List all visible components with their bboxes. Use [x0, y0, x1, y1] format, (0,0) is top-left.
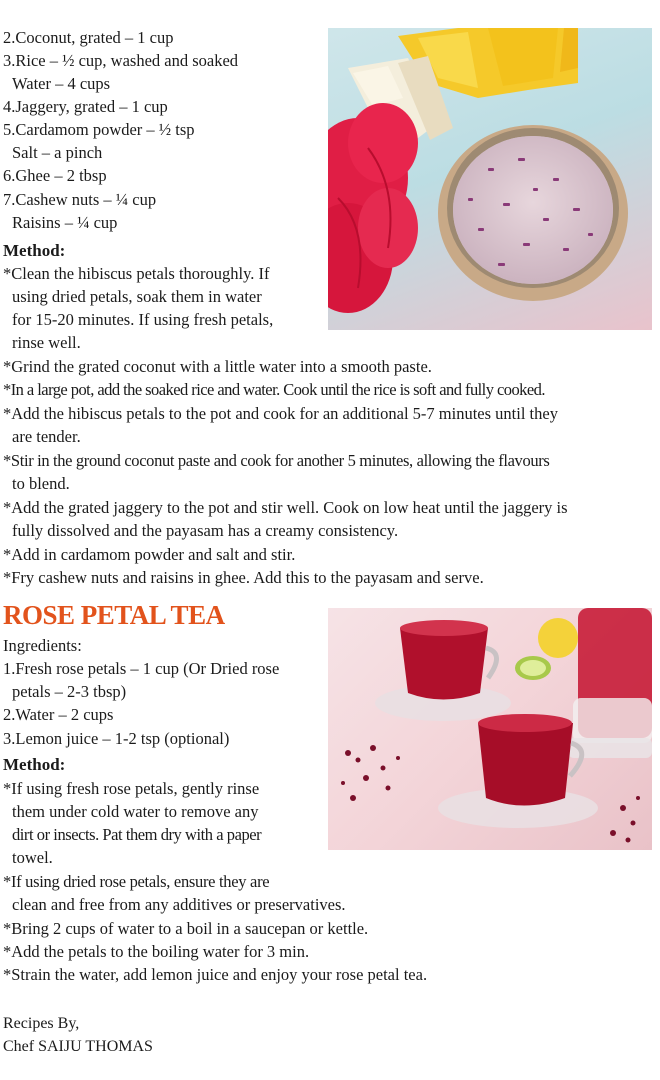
payasam-method-line: for 15-20 minutes. If using fresh petals, [12, 310, 274, 329]
payasam-ingredient-3: 3.Rice – ½ cup, washed and soaked [3, 51, 239, 70]
payasam-method-line: fully dissolved and the payasam has a creamy consistency. [12, 521, 399, 540]
recipe-credit-label: Recipes By, [3, 1015, 80, 1032]
tea-method-line: them under cold water to remove any [12, 802, 259, 821]
tea-method-line: *Strain the water, add lemon juice and enjoy your rose petal tea. [3, 965, 428, 984]
payasam-ingredient-6: 6.Ghee – 2 tbsp [3, 166, 107, 185]
payasam-method-line: *Clean the hibiscus petals thoroughly. If [3, 264, 270, 283]
payasam-ingredient-5: 5.Cardamom powder – ½ tsp [3, 120, 195, 139]
tea-method-line: *If using dried rose petals, ensure they are [3, 872, 270, 891]
payasam-method-line: *Add in cardamom powder and salt and stir. [3, 545, 296, 564]
tea-ingredient-2: 2.Water – 2 cups [3, 705, 114, 724]
payasam-ingredient-2: 2.Coconut, grated – 1 cup [3, 28, 174, 47]
tea-method-line: *Add the petals to the boiling water for 3 min. [3, 942, 310, 961]
payasam-ingredient-7b: Raisins – ¼ cup [12, 213, 118, 232]
rose-petal-tea-photo [328, 608, 652, 850]
rose-petal-tea-title: ROSE PETAL TEA [3, 600, 225, 630]
payasam-method-line: *Grind the grated coconut with a little water into a smooth paste. [3, 357, 432, 376]
payasam-method-line: are tender. [12, 427, 81, 446]
payasam-method-line: *Add the hibiscus petals to the pot and cook for an additional 5-7 minutes until they [3, 404, 558, 423]
payasam-ingredient-4: 4.Jaggery, grated – 1 cup [3, 97, 168, 116]
tea-ingredient-1b: petals – 2-3 tbsp) [12, 682, 127, 701]
payasam-method-line: using dried petals, soak them in water [12, 287, 262, 306]
payasam-method-line: *Stir in the ground coconut paste and cook for another 5 minutes, allowing the flavours [3, 451, 550, 470]
tea-method-line: towel. [12, 848, 53, 867]
tea-method-line: dirt or insects. Pat them dry with a paper [12, 825, 262, 844]
tea-ingredients-heading: Ingredients: [3, 636, 82, 655]
payasam-method-line: *In a large pot, add the soaked rice and water. Cook until the rice is soft and fully cooked. [3, 380, 545, 399]
tea-method-heading: Method: [3, 755, 66, 774]
payasam-ingredient-7: 7.Cashew nuts – ¼ cup [3, 190, 157, 209]
payasam-method-line: rinse well. [12, 333, 81, 352]
payasam-ingredient-5b: Salt – a pinch [12, 143, 103, 162]
tea-method-line: clean and free from any additives or preservatives. [12, 895, 346, 914]
payasam-method-line: *Fry cashew nuts and raisins in ghee. Add this to the payasam and serve. [3, 568, 484, 587]
tea-ingredient-3: 3.Lemon juice – 1-2 tsp (optional) [3, 729, 230, 748]
payasam-method-line: *Add the grated jaggery to the pot and stir well. Cook on low heat until the jaggery is [3, 498, 568, 517]
tea-ingredient-1: 1.Fresh rose petals – 1 cup (Or Dried rose [3, 659, 280, 678]
hibiscus-payasam-photo [328, 28, 652, 330]
payasam-method-heading: Method: [3, 241, 66, 260]
payasam-ingredient-3b: Water – 4 cups [12, 74, 111, 93]
payasam-method-line: to blend. [12, 474, 70, 493]
recipe-credit-chef: Chef SAIJU THOMAS [3, 1038, 153, 1055]
tea-method-line: *If using fresh rose petals, gently rinse [3, 779, 260, 798]
tea-method-line: *Bring 2 cups of water to a boil in a saucepan or kettle. [3, 919, 369, 938]
